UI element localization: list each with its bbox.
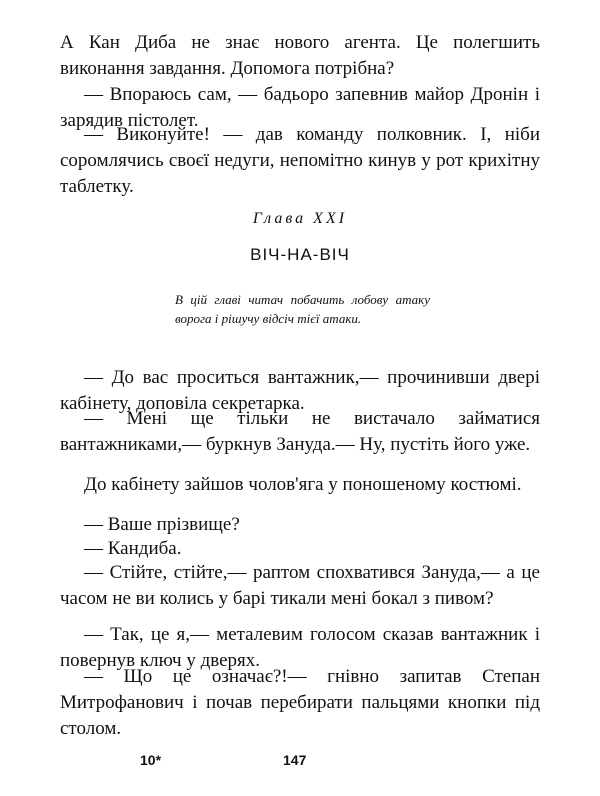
- paragraph: — Стійте, стійте,— раптом спохватився Зануда,— а це часом не ви колись у барі тикали мені бокал з пивом?: [60, 562, 540, 609]
- paragraph: — Так, це я,— металевим голосом сказав вантажник і повернув ключ у дверях.: [60, 624, 540, 671]
- paragraph: — Мені ще тільки не вистачало займатися вантажниками,— буркнув Зануда.— Ну, пустіть його уже.: [60, 408, 540, 455]
- paragraph: — До вас проситься вантажник,— прочинивши двері кабінету, доповіла секретарка.: [60, 367, 540, 414]
- paragraph: А Кан Диба не знає нового агента. Це полегшить виконання завдання. Допомога потрібна?: [60, 32, 540, 79]
- page-number: 147: [283, 752, 307, 768]
- paragraph: До кабінету зайшов чолов'яга у поношеному костюмі.: [84, 474, 522, 495]
- paragraph: — Ваше прізвище?: [84, 514, 240, 535]
- paragraph: — Кандиба.: [84, 538, 182, 559]
- paragraph: — Виконуйте! — дав команду полковник. І, ніби соромлячись своєї недуги, непомітно кинув у рот крихітну таблетку.: [60, 124, 540, 197]
- chapter-title: ВІЧ-НА-ВІЧ: [250, 245, 350, 264]
- paragraph: — Що це означає?!— гнівно запитав Степан Митрофанович і почав перебирати пальцями кнопки під столом.: [60, 666, 540, 739]
- chapter-label: Глава XXI: [252, 210, 348, 227]
- signature-mark: 10*: [140, 752, 162, 768]
- paragraph: — Впораюсь сам, — бадьоро запевнив майор Дронін і зарядив пістолет.: [60, 84, 540, 131]
- chapter-epigraph: В цій главі читач побачить лобову атаку ворога і рішучу відсіч тієї атаки.: [175, 292, 430, 326]
